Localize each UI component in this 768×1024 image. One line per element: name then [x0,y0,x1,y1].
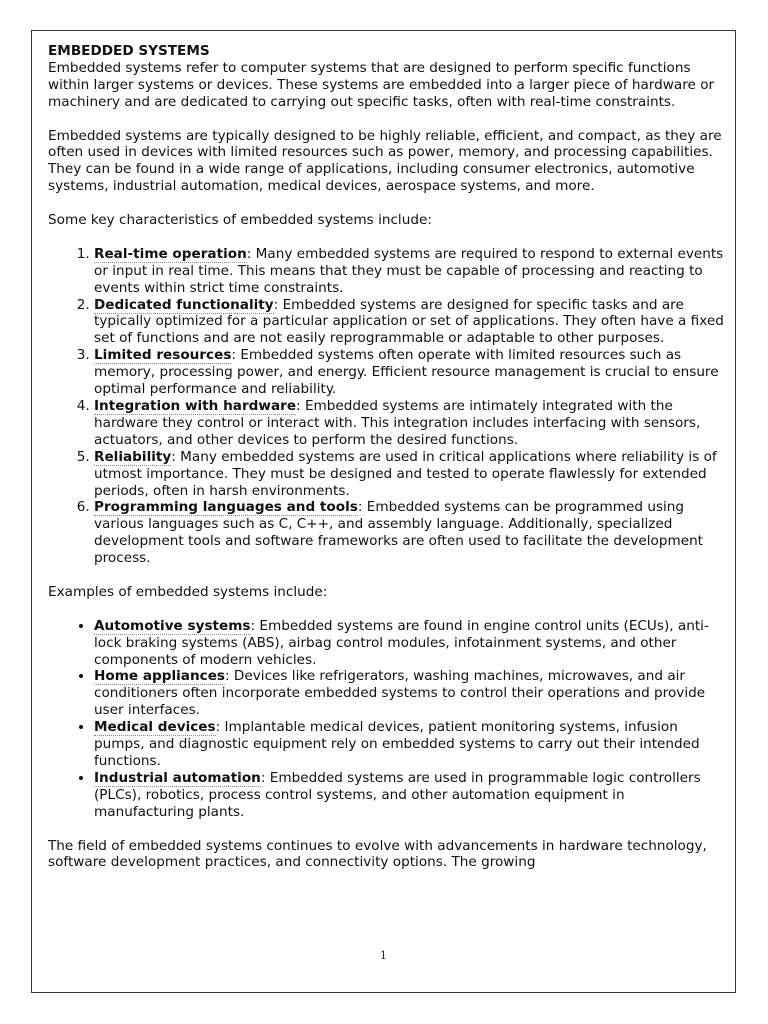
list-item-term: Reliability [94,448,172,465]
list-item-term: Limited resources [94,347,232,364]
intro-paragraph: Embedded systems refer to computer systems that are designed to perform specific functions within larger systems or devices. These systems are embedded into a larger piece of hardware or machinery and are dedicated to carrying out specific tasks, often with real-time constraints. [48,59,715,110]
list-item [94,618,724,669]
list-item-term: Integration with hardware [94,397,297,414]
list-item [94,449,724,500]
list-item [94,347,724,398]
characteristics-list [48,246,724,567]
list-item [94,246,724,297]
list-item-text: : Devices like refrigerators, washing machines, microwaves, and air conditioners often incorporate embedded systems to control their operations and provide user interfaces. [94,668,706,719]
list-item-text: : Many embedded systems are used in critical applications where reliability is of utmost importance. They must be designed and tested to operate flawlessly for extended periods, often in harsh environments. [94,448,717,499]
list-item-text: : Embedded systems are intimately integrated with the hardware they control or interact with. This integration includes interfacing with sensors, actuators, and other devices to perform the desired functions. [94,397,701,448]
list-item-text: : Many embedded systems are required to respond to external events or input in real time. This means that they must be capable of processing and reacting to events within strict time constraints. [94,245,724,296]
page-number: 1 [380,949,387,962]
list-item-term: Medical devices [94,719,216,736]
list-item-term: Real-time operation [94,245,247,262]
examples-list [48,618,724,821]
list-item-text: : Embedded systems often operate with limited resources such as memory, processing power, and energy. Efficient resource management is crucial to ensure optimal performance and reliability. [94,347,719,398]
list-item-term: Programming languages and tools [94,499,358,516]
list-item-term: Industrial automation [94,769,261,786]
page-content [48,43,724,871]
list-item-text: : Embedded systems can be programmed using various languages such as C, C++, and assembly language. Additionally, specialized development tools and software frameworks are often used to facilitate the development process. [94,499,704,567]
list-item [94,719,724,770]
list-item-text: : Embedded systems are designed for specific tasks and are typically optimized for a particular application or set of applications. They often have a fixed set of functions and are not easily reprogrammable or adaptable to other purposes. [94,296,724,347]
list-item-term: Home appliances [94,668,226,685]
list-item [94,668,724,719]
characteristics-intro: Some key characteristics of embedded systems include: [48,212,432,229]
examples-intro: Examples of embedded systems include: [48,583,328,600]
list-item [94,770,724,821]
list-item-term: Automotive systems [94,617,251,634]
body-paragraph: Embedded systems are typically designed to be highly reliable, efficient, and compact, as they are often used in devices with limited resources such as power, memory, and processing capabilities. They can be found in a wide range of applications, including consumer electronics, automotive systems, industrial automation, medical devices, aerospace systems, and more. [48,127,722,195]
list-item [94,297,724,348]
list-item [94,499,724,567]
document-heading: EMBEDDED SYSTEMS [48,43,210,59]
list-item [94,398,724,449]
list-item-term: Dedicated functionality [94,296,274,313]
list-item-text: : Embedded systems are used in programmable logic controllers (PLCs), robotics, process control systems, and other automation equipment in manufacturing plants. [94,769,701,820]
list-item-text: : Embedded systems are found in engine control units (ECUs), anti-lock braking systems (ABS), airbag control modules, infotainment systems, and other components of modern vehicles. [94,617,709,668]
document-page [31,30,736,993]
closing-paragraph: The field of embedded systems continues to evolve with advancements in hardware technology, software development practices, and connectivity options. The growing [48,837,707,871]
list-item-text: : Implantable medical devices, patient monitoring systems, infusion pumps, and diagnostic equipment rely on embedded systems to carry out their intended functions. [94,719,700,769]
